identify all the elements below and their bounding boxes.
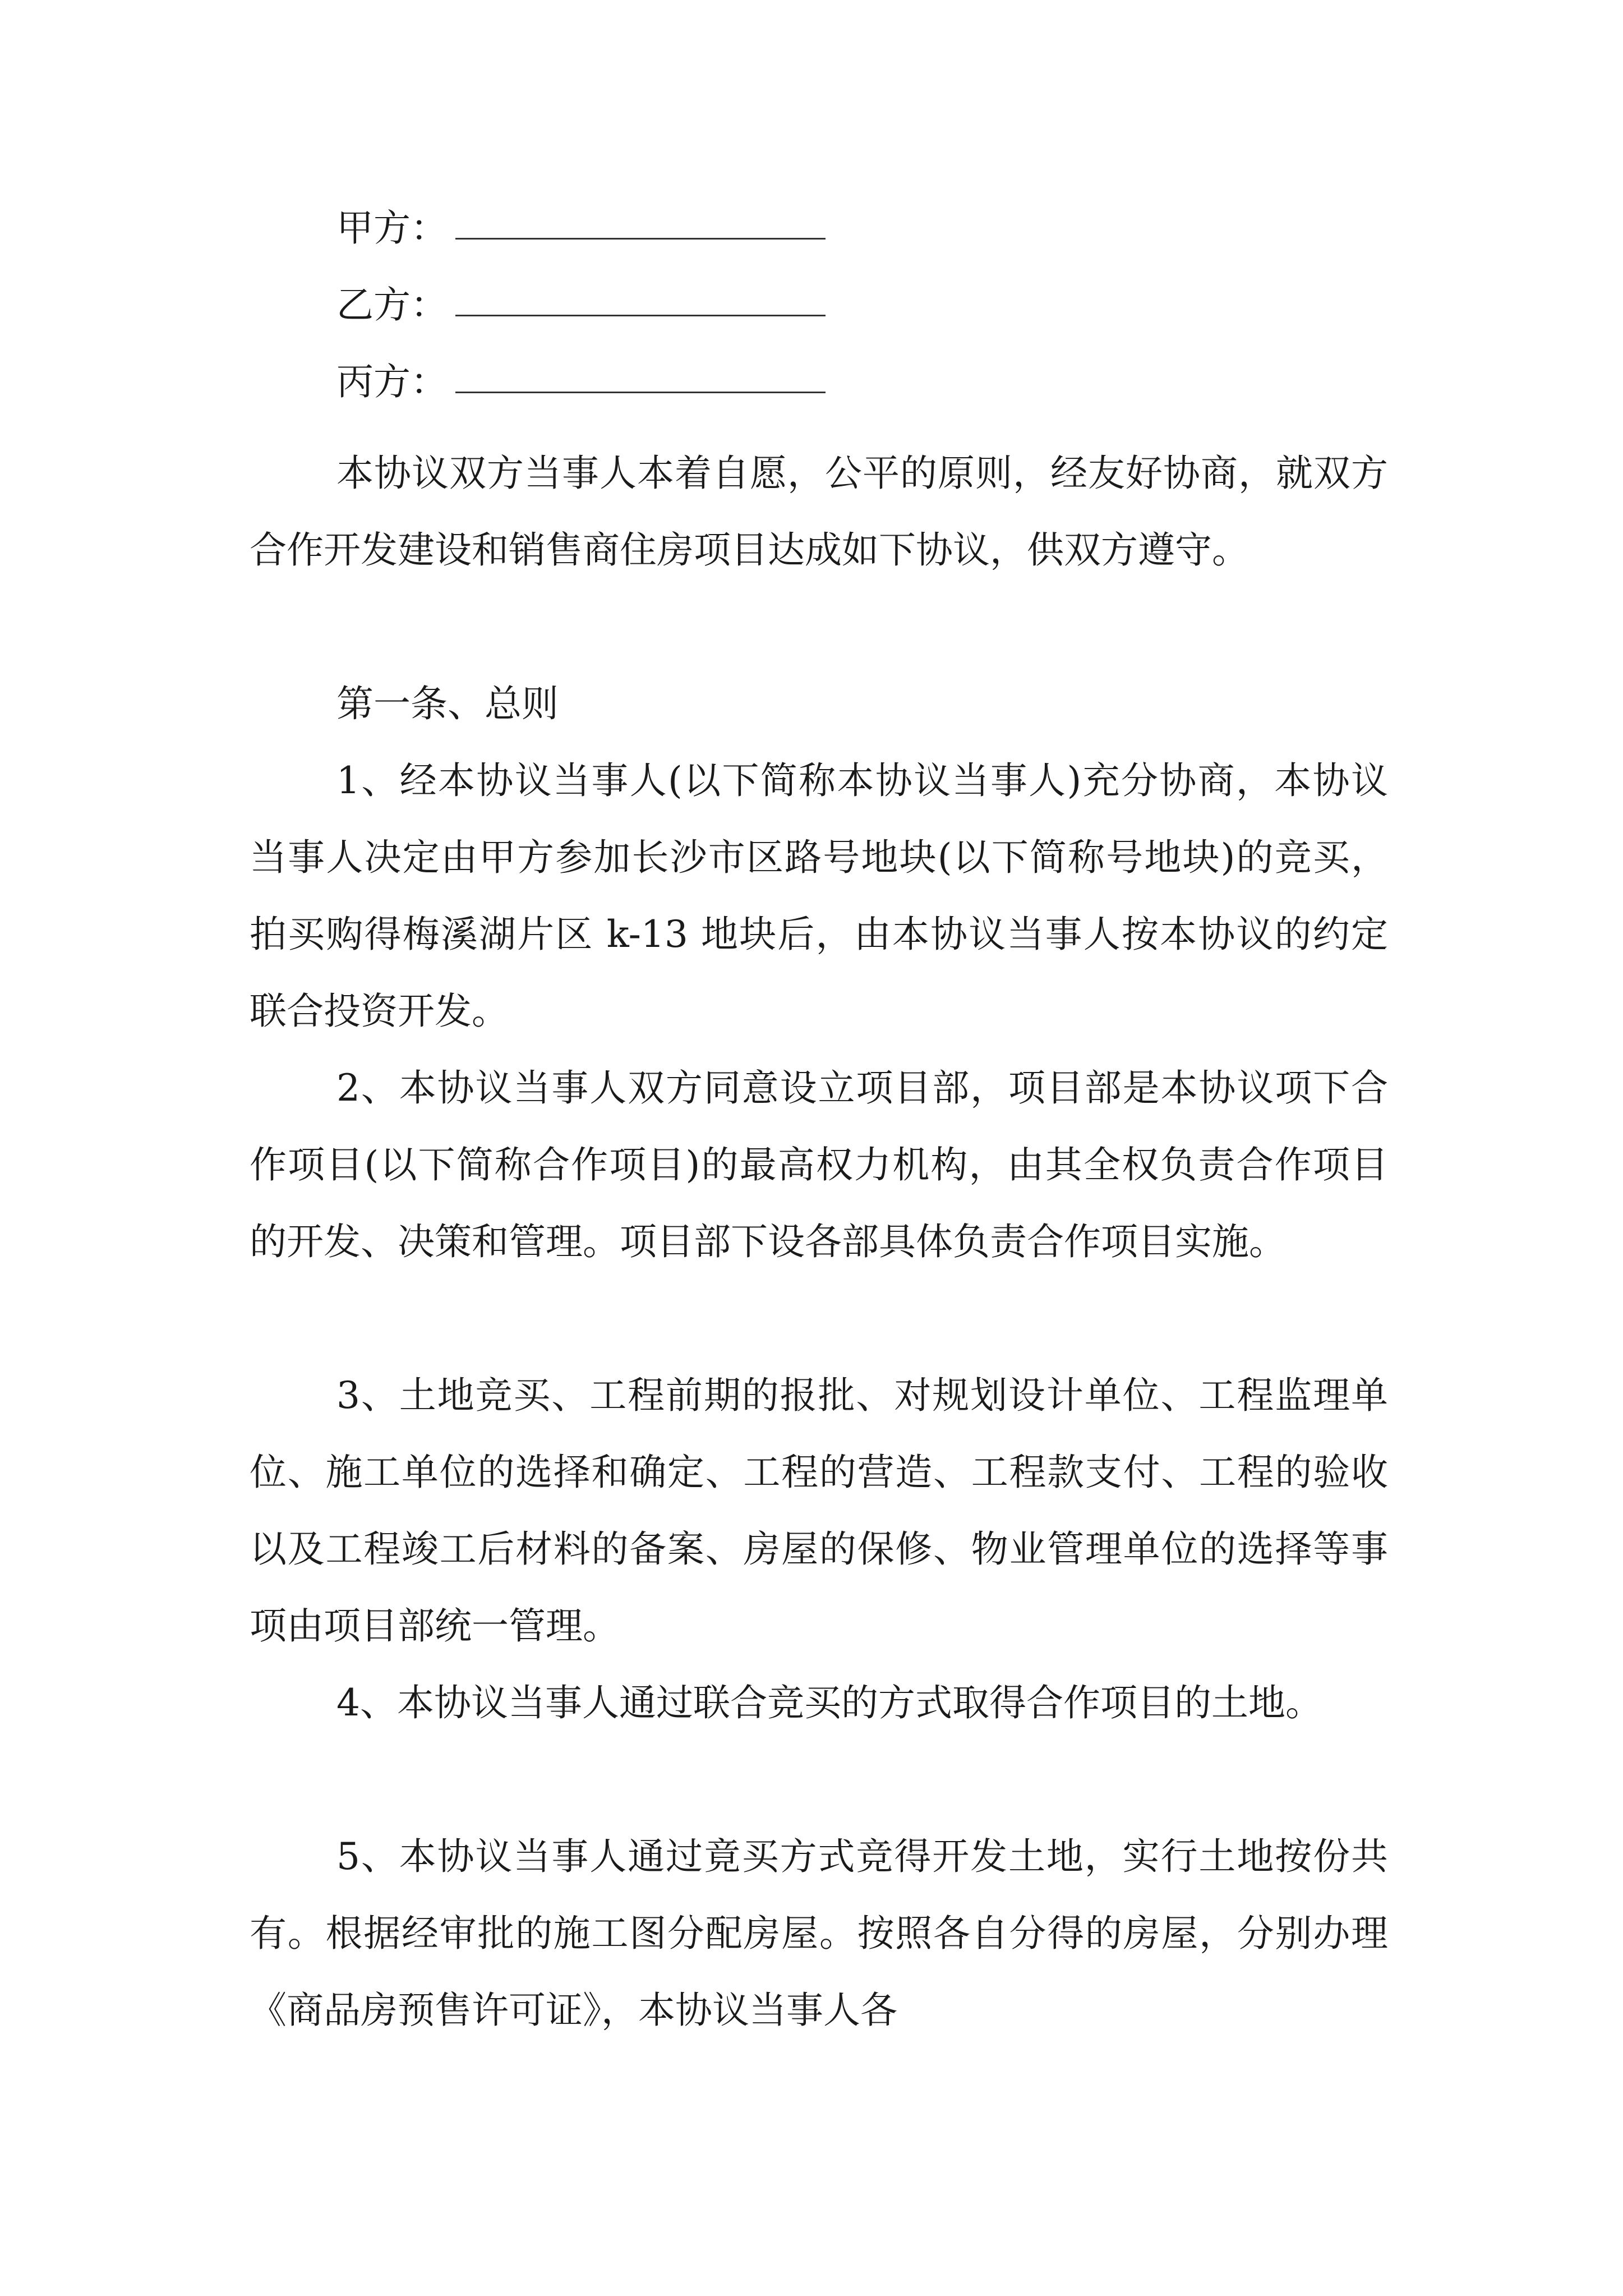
party-c-label: 丙方：: [336, 360, 448, 403]
party-c-blank: [455, 364, 826, 393]
party-a-label: 甲方：: [336, 206, 448, 250]
party-a-blank: [455, 210, 826, 240]
party-b-line: [336, 270, 826, 332]
clause-1: 1、经本协议当事人(以下简称本协议当事人)充分协商，本协议当事人决定由甲方参加长沙市区路号地块(以下简称号地块)的竞买，拍买购得梅溪湖片区 k-13 地块后，由本协议当事人按本协议的约定联合投资开发。: [250, 759, 1388, 1033]
party-b-label: 乙方：: [336, 283, 448, 326]
article-1-heading: 第一条、总则: [336, 682, 559, 725]
party-b-blank: [455, 287, 826, 316]
party-c-line: [336, 347, 826, 409]
clause-4: 4、本协议当事人通过联合竞买的方式取得合作项目的土地。: [336, 1681, 1322, 1724]
clause-3: 3、土地竞买、工程前期的报批、对规划设计单位、工程监理单位、施工单位的选择和确定、工程的营造、工程款支付、工程的验收以及工程竣工后材料的备案、房屋的保修、物业管理单位的选择等事项由项目部统一管理。: [250, 1374, 1388, 1648]
clause-5: 5、本协议当事人通过竟买方式竞得开发土地，实行土地按份共有。根据经审批的施工图分配房屋。按照各自分得的房屋，分别办理《商品房预售许可证》，本协议当事人各: [250, 1835, 1388, 2032]
party-a-line: [336, 194, 826, 255]
clause-2: 2、本协议当事人双方同意设立项目部，项目部是本协议项下合作项目(以下简称合作项目)的最高权力机构，由其全权负责合作项目的开发、决策和管理。项目部下设各部具体负责合作项目实施。: [250, 1066, 1388, 1263]
intro-paragraph: 本协议双方当事人本着自愿，公平的原则，经友好协商，就双方合作开发建设和销售商住房项目达成如下协议，供双方遵守。: [250, 452, 1388, 572]
